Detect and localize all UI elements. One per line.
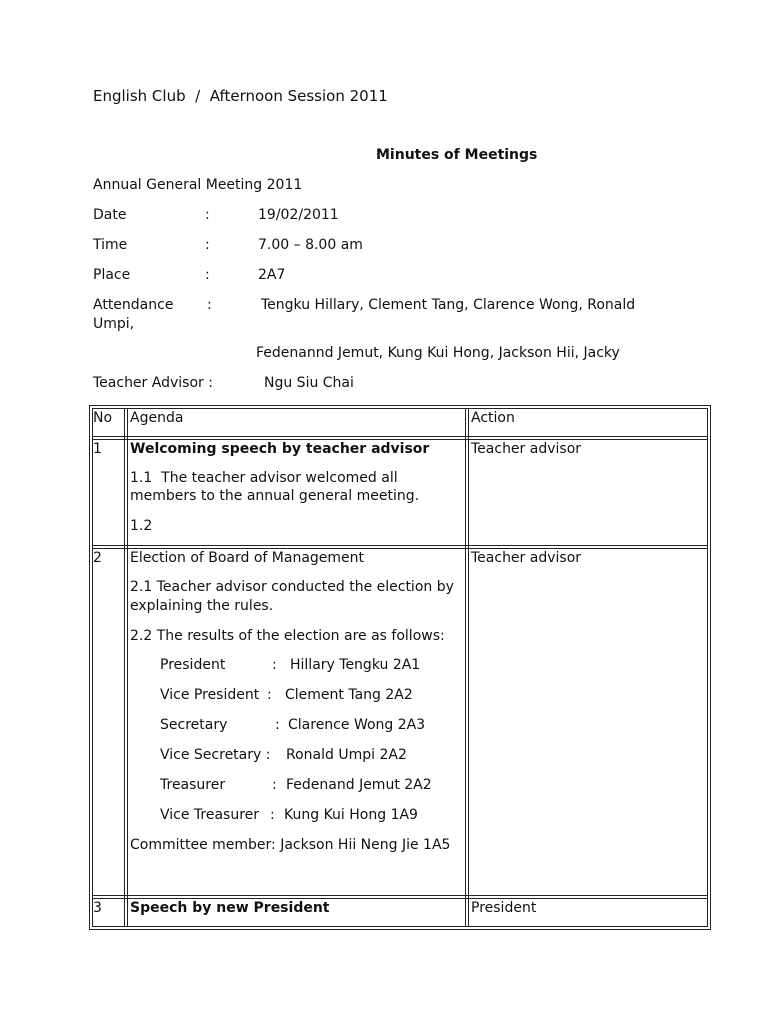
committee-member: Committee member: Jackson Hii Neng Jie 1A5 bbox=[130, 837, 451, 853]
attendance-label: Attendance bbox=[93, 297, 174, 313]
table-border bbox=[92, 545, 708, 546]
minutes-heading: Minutes of Meetings bbox=[376, 147, 538, 163]
table-border bbox=[92, 895, 708, 896]
date-value: 19/02/2011 bbox=[258, 207, 339, 223]
row-3-title: Speech by new President bbox=[130, 900, 330, 916]
row-2-title: Election of Board of Management bbox=[130, 550, 365, 566]
row-2-no: 2 bbox=[93, 550, 102, 566]
table-border bbox=[465, 408, 466, 927]
position-sep: : bbox=[272, 657, 277, 673]
position-name: Clarence Wong 2A3 bbox=[288, 717, 426, 733]
table-border bbox=[92, 926, 708, 927]
row-2-action: Teacher advisor bbox=[471, 550, 582, 566]
row-1-action: Teacher advisor bbox=[471, 441, 582, 457]
row-2-item-2-1a: 2.1 Teacher advisor conducted the election by bbox=[130, 579, 454, 595]
time-label: Time bbox=[93, 237, 128, 253]
row-3-no: 3 bbox=[93, 900, 102, 916]
table-border bbox=[92, 436, 708, 437]
header-agenda: Agenda bbox=[130, 410, 184, 426]
attendance-line-1-wrap: Umpi, bbox=[93, 316, 135, 332]
attendance-colon: : bbox=[207, 297, 212, 313]
position-name: Clement Tang 2A2 bbox=[285, 687, 413, 703]
table-border bbox=[89, 405, 711, 406]
time-colon: : bbox=[205, 237, 210, 253]
position-role: Treasurer bbox=[160, 777, 226, 793]
date-label: Date bbox=[93, 207, 127, 223]
table-border bbox=[92, 408, 93, 927]
document-title: English Club / Afternoon Session 2011 bbox=[93, 87, 388, 105]
position-name: Kung Kui Hong 1A9 bbox=[284, 807, 418, 823]
table-border bbox=[468, 408, 469, 927]
header-action: Action bbox=[471, 410, 515, 426]
table-border bbox=[89, 929, 711, 930]
advisor-label: Teacher Advisor : bbox=[93, 375, 213, 391]
row-2-item-2-2: 2.2 The results of the election are as follows: bbox=[130, 628, 445, 644]
position-name: Fedenand Jemut 2A2 bbox=[286, 777, 432, 793]
date-colon: : bbox=[205, 207, 210, 223]
place-label: Place bbox=[93, 267, 131, 283]
position-name: Hillary Tengku 2A1 bbox=[290, 657, 421, 673]
position-sep: : bbox=[270, 807, 275, 823]
place-colon: : bbox=[205, 267, 210, 283]
table-border bbox=[710, 405, 711, 930]
time-value: 7.00 – 8.00 am bbox=[258, 237, 363, 253]
position-sep: : bbox=[275, 717, 280, 733]
table-border bbox=[92, 408, 708, 409]
position-name: Ronald Umpi 2A2 bbox=[286, 747, 407, 763]
row-1-item-1-1b: members to the annual general meeting. bbox=[130, 488, 420, 504]
attendance-line-2: Fedenannd Jemut, Kung Kui Hong, Jackson Hii, Jacky bbox=[256, 345, 620, 361]
place-value: 2A7 bbox=[258, 267, 286, 283]
position-sep: : bbox=[272, 777, 277, 793]
row-1-item-1-2: 1.2 bbox=[130, 518, 153, 534]
position-role: Secretary bbox=[160, 717, 228, 733]
attendance-line-1: Tengku Hillary, Clement Tang, Clarence Wong, Ronald bbox=[261, 297, 636, 313]
table-border bbox=[127, 408, 128, 927]
row-1-title: Welcoming speech by teacher advisor bbox=[130, 441, 430, 457]
meeting-name: Annual General Meeting 2011 bbox=[93, 177, 303, 193]
table-border bbox=[89, 405, 90, 930]
position-sep: : bbox=[267, 687, 272, 703]
position-role: President bbox=[160, 657, 226, 673]
position-role: Vice Secretary : bbox=[160, 747, 271, 763]
position-role: Vice President bbox=[160, 687, 260, 703]
advisor-value: Ngu Siu Chai bbox=[264, 375, 354, 391]
position-role: Vice Treasurer bbox=[160, 807, 260, 823]
table-border bbox=[707, 408, 708, 927]
row-2-item-2-1b: explaining the rules. bbox=[130, 598, 274, 614]
table-border bbox=[124, 408, 125, 927]
row-1-item-1-1a: 1.1 The teacher advisor welcomed all bbox=[130, 470, 398, 486]
header-no: No bbox=[93, 410, 113, 426]
row-3-action: President bbox=[471, 900, 537, 916]
row-1-no: 1 bbox=[93, 441, 102, 457]
